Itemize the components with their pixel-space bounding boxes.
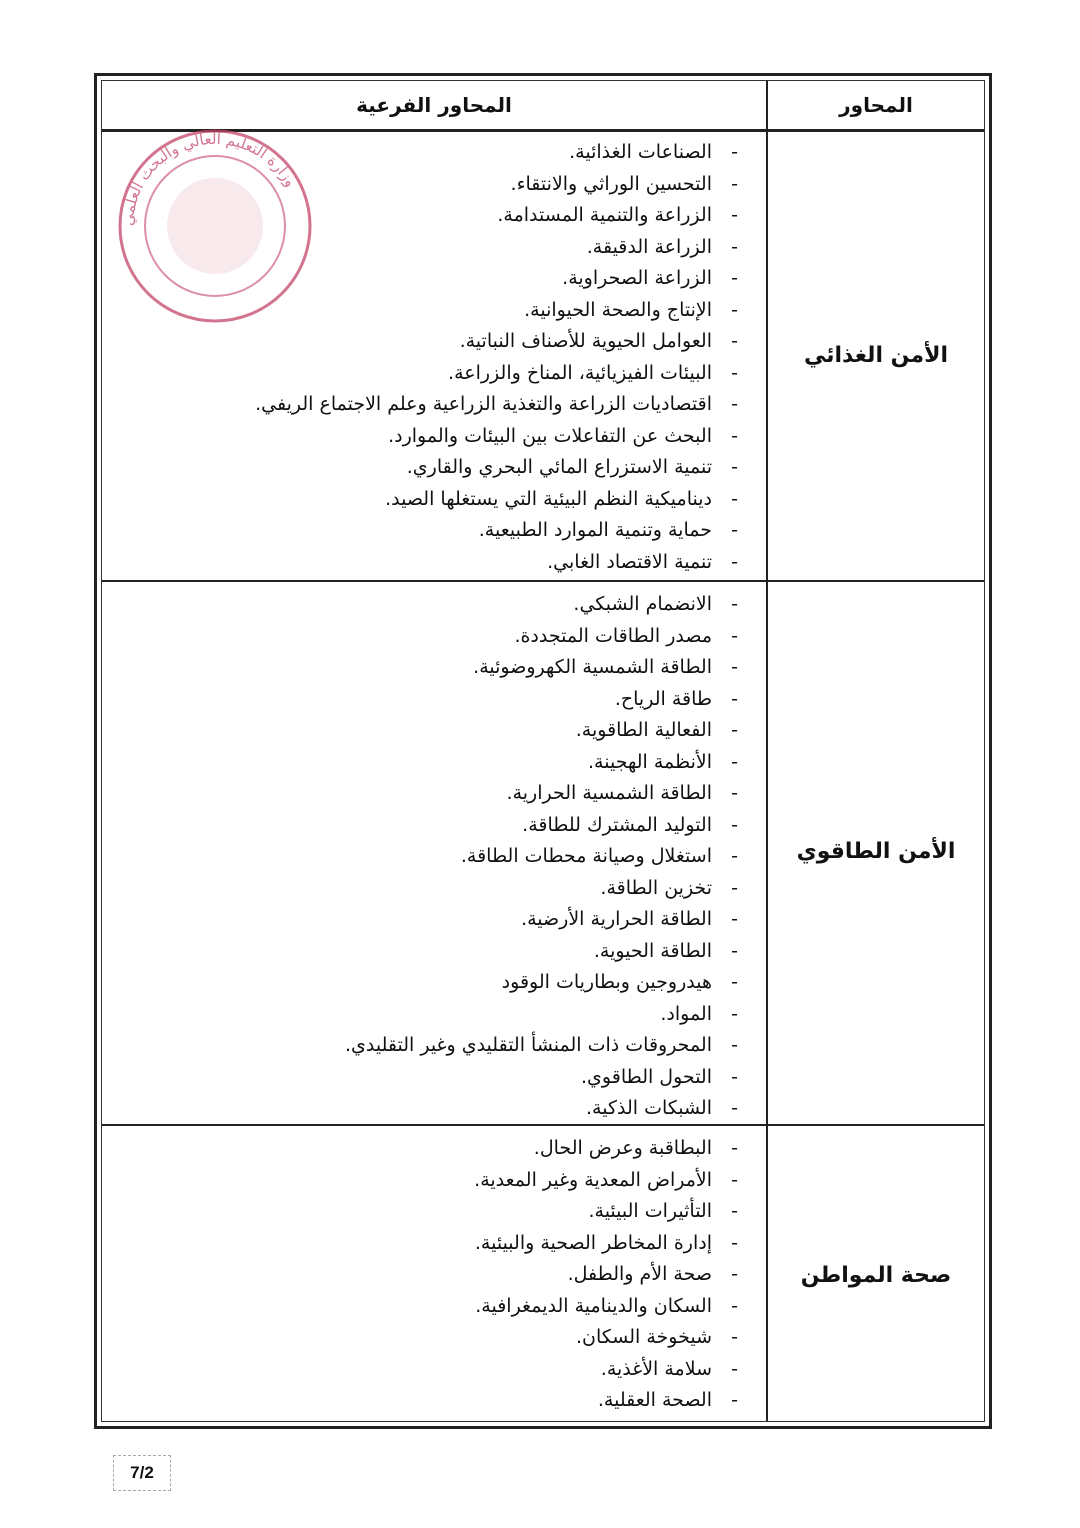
dash-bullet: -	[731, 750, 738, 773]
dash-bullet: -	[731, 1389, 738, 1411]
dash-bullet: -	[731, 1065, 738, 1088]
sub-axis-text: البحث عن التفاعلات بين البيئات والموارد.	[388, 424, 712, 447]
sub-axis-item	[102, 1093, 766, 1125]
sub-axis-text: الأنظمة الهجينة.	[588, 750, 712, 773]
sub-axis-item	[102, 652, 766, 684]
sub-axis-text: التوليد المشترك للطاقة.	[522, 813, 712, 836]
sub-axis-text: استغلال وصيانة محطات الطاقة.	[460, 845, 712, 867]
dash-bullet: -	[731, 687, 738, 710]
sub-axis-item	[102, 1133, 766, 1165]
sub-axis-text: الطاقة الشمسية الحرارية.	[506, 782, 712, 804]
sub-axis-item	[102, 421, 766, 453]
sub-axis-item	[102, 810, 766, 842]
sub-axis-item	[102, 1062, 766, 1094]
sub-axis-item	[102, 1385, 766, 1417]
stamp-center	[167, 178, 263, 274]
sub-axis-text: البطاقبة وعرض الحال.	[533, 1137, 712, 1159]
axis-energy-security: الأمن الطاقوي	[796, 839, 956, 864]
sub-axis-item	[102, 1259, 766, 1291]
sub-axis-item	[102, 547, 766, 579]
sub-axis-item	[102, 621, 766, 653]
sub-axis-item	[102, 1322, 766, 1354]
sub-axis-text: المواد.	[660, 1002, 712, 1025]
dash-bullet: -	[731, 1137, 738, 1159]
sub-axis-text: تخزين الطاقة.	[600, 876, 712, 899]
sub-axis-item	[102, 873, 766, 905]
sub-axis-text: طاقة الرياح.	[614, 687, 712, 710]
column-divider	[766, 81, 768, 1421]
sub-axis-item	[102, 841, 766, 873]
sub-axis-text: تنمية الاقتصاد الغابي.	[547, 550, 712, 573]
sub-axis-text: الفعالية الطاقوية.	[575, 719, 712, 741]
dash-bullet: -	[731, 719, 738, 741]
axis-citizen-health: صحة المواطن	[800, 1263, 952, 1288]
dash-bullet: -	[731, 1231, 738, 1254]
stamp-text: وزارة التعليم العالي والبحث العلمي	[118, 129, 300, 227]
sub-axis-item	[102, 326, 766, 358]
dash-bullet: -	[731, 971, 738, 993]
dash-bullet: -	[731, 845, 738, 867]
sub-axis-text: الشبكات الذكية.	[585, 1097, 712, 1119]
citizen-health-sub-axes	[102, 1133, 766, 1417]
dash-bullet: -	[731, 393, 738, 415]
sub-axis-text: سلامة الأغذية.	[600, 1357, 712, 1380]
sub-axis-text: الصناعات الغذائية.	[569, 141, 712, 163]
dash-bullet: -	[731, 1034, 738, 1056]
header-main-axes: المحاور	[839, 93, 913, 117]
sub-axis-text: تنمية الاستزراع المائي البحري والقاري.	[406, 456, 712, 478]
sub-axis-text: اقتصاديات الزراعة والتغذية الزراعية وعلم الاجتماع الريفي.	[255, 393, 712, 415]
sub-axis-item	[102, 484, 766, 516]
sub-axis-item	[102, 747, 766, 779]
sub-axis-text: الطاقة الشمسية الكهروضوئية.	[473, 656, 712, 678]
sub-axis-text: التأثيرات البيئية.	[588, 1200, 712, 1222]
sub-axis-text: شيخوخة السكان.	[576, 1326, 712, 1348]
dash-bullet: -	[731, 519, 738, 541]
dash-bullet: -	[731, 330, 738, 352]
sub-axis-text: صحة الأم والطفل.	[567, 1263, 712, 1285]
dash-bullet: -	[731, 267, 738, 289]
sub-axis-text: الصحة العقلية.	[597, 1389, 712, 1411]
sub-axis-item	[102, 684, 766, 716]
sub-axis-text: الطاقة الحرارية الأرضية.	[521, 908, 712, 930]
sub-axis-item	[102, 778, 766, 810]
sub-axis-text: هيدروجين وبطاريات الوقود	[501, 971, 712, 993]
sub-axis-item	[102, 589, 766, 621]
dash-bullet: -	[731, 550, 738, 573]
dash-bullet: -	[731, 1294, 738, 1317]
sub-axis-text: الإنتاج والصحة الحيوانية.	[524, 298, 712, 321]
sub-axis-item	[102, 936, 766, 968]
sub-axis-item	[102, 1030, 766, 1062]
dash-bullet: -	[731, 204, 738, 226]
sub-axis-text: البيئات الفيزيائية، المناخ والزراعة.	[448, 361, 712, 384]
sub-axis-item	[102, 1354, 766, 1386]
sub-axis-item	[102, 967, 766, 999]
ministry-stamp	[112, 128, 318, 324]
dash-bullet: -	[731, 424, 738, 447]
dash-bullet: -	[731, 1168, 738, 1191]
dash-bullet: -	[731, 1200, 738, 1222]
dash-bullet: -	[731, 172, 738, 195]
row-divider-1	[102, 580, 984, 582]
sub-axis-item	[102, 515, 766, 547]
dash-bullet: -	[731, 456, 738, 478]
dash-bullet: -	[731, 141, 738, 163]
axis-food-security: الأمن الغذائي	[804, 343, 948, 368]
header-sub-axes: المحاور الفرعية	[356, 93, 512, 117]
dash-bullet: -	[731, 1263, 738, 1285]
sub-axis-text: الانضمام الشبكي.	[573, 593, 712, 615]
sub-axis-text: الزراعة الصحراوية.	[562, 267, 712, 289]
sub-axis-item	[102, 452, 766, 484]
sub-axis-text: مصدر الطاقات المتجددة.	[514, 624, 712, 647]
dash-bullet: -	[731, 1002, 738, 1025]
sub-axis-text: السكان والدينامية الديمغرافية.	[475, 1294, 712, 1317]
sub-axis-text: الزراعة الدقيقة.	[586, 235, 712, 258]
sub-axis-item	[102, 1165, 766, 1197]
sub-axis-text: التحول الطاقوي.	[581, 1065, 712, 1088]
sub-axis-text: الطاقة الحيوية.	[593, 939, 712, 962]
dash-bullet: -	[731, 782, 738, 804]
dash-bullet: -	[731, 1326, 738, 1348]
sub-axis-text: الزراعة والتنمية المستدامة.	[497, 204, 712, 226]
sub-axis-item	[102, 715, 766, 747]
sub-axis-text: إدارة المخاطر الصحية والبيئية.	[474, 1231, 712, 1254]
dash-bullet: -	[731, 624, 738, 647]
sub-axis-item	[102, 999, 766, 1031]
sub-axis-item	[102, 1196, 766, 1228]
dash-bullet: -	[731, 361, 738, 384]
dash-bullet: -	[731, 298, 738, 321]
dash-bullet: -	[731, 1357, 738, 1380]
dash-bullet: -	[731, 813, 738, 836]
dash-bullet: -	[731, 876, 738, 899]
sub-axis-text: العوامل الحيوية للأصناف النباتية.	[459, 330, 712, 352]
sub-axis-text: المحروقات ذات المنشأ التقليدي وغير التقليدي.	[344, 1034, 712, 1056]
page-number: 7/2	[113, 1455, 171, 1491]
dash-bullet: -	[731, 908, 738, 930]
sub-axis-item	[102, 1291, 766, 1323]
energy-security-sub-axes	[102, 589, 766, 1125]
dash-bullet: -	[731, 656, 738, 678]
dash-bullet: -	[731, 487, 738, 510]
sub-axis-item	[102, 358, 766, 390]
dash-bullet: -	[731, 939, 738, 962]
sub-axis-item	[102, 389, 766, 421]
dash-bullet: -	[731, 593, 738, 615]
sub-axis-text: ديناميكية النظم البيئية التي يستغلها الصيد.	[385, 487, 712, 510]
sub-axis-item	[102, 904, 766, 936]
sub-axis-text: حماية وتنمية الموارد الطبيعية.	[478, 519, 712, 541]
dash-bullet: -	[731, 235, 738, 258]
sub-axis-item	[102, 1228, 766, 1260]
sub-axis-text: الأمراض المعدية وغير المعدية.	[474, 1168, 712, 1191]
sub-axis-text: التحسين الوراثي والانتقاء.	[510, 172, 712, 195]
dash-bullet: -	[731, 1097, 738, 1119]
